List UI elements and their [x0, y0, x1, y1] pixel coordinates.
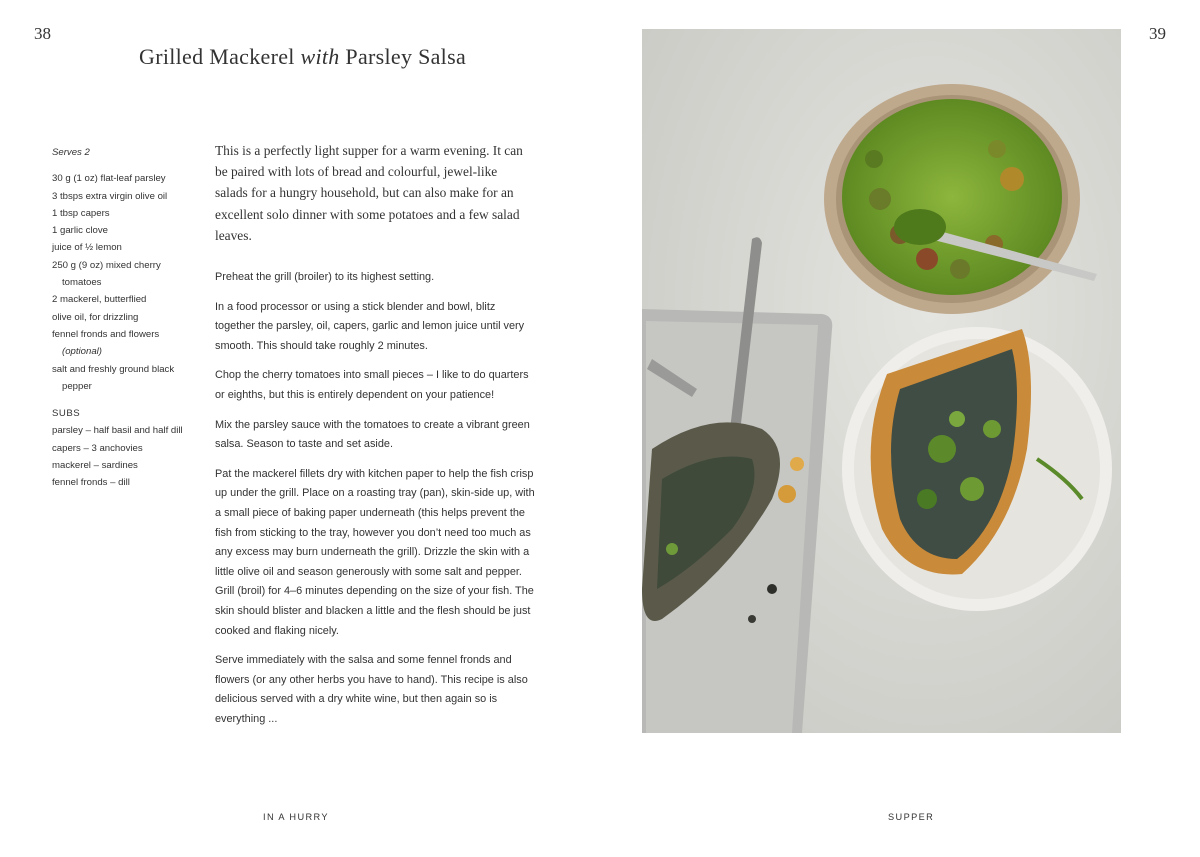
title-part-2: with	[300, 44, 340, 69]
method-step: Preheat the grill (broiler) to its highest setting.	[215, 271, 435, 283]
ingredient-item: 1 tbsp capers	[52, 207, 110, 219]
sub-item: parsley – half basil and half dill	[52, 425, 183, 437]
method-step: Pat the mackerel fillets dry with kitchen paper to help the fish crisp up under the grill. Place on a roasting tray (pan), skin-side up, with a small piece of baking paper underneath (this helps prevent the fish from sticking to the tray, however you don’t need too much as any excess may burn underneath the grill). Drizzle the skin with a little olive oil and season generously with some salt and pepper. Grill (broil) for 4–6 minutes depending on the size of your fish. The skin should blister and blacken a little and the flesh should be just cooked and flaking nicely.	[215, 467, 535, 637]
sub-item: fennel fronds – dill	[52, 477, 130, 489]
footer-right: SUPPER	[888, 812, 935, 822]
method-step: Serve immediately with the salsa and some fennel fronds and flowers (or any other herbs you have to hand). This recipe is also delicious served with a dry white wine, but then again so is everything ...	[215, 654, 528, 725]
method-step: In a food processor or using a stick blender and bowl, blitz together the parsley, oil, capers, garlic and lemon juice until very smooth. This should take roughly 2 minutes.	[215, 300, 525, 352]
ingredient-item: salt and freshly ground black pepper	[52, 363, 175, 392]
sub-item: capers – 3 anchovies	[52, 442, 143, 454]
ingredient-item: 3 tbsps extra virgin olive oil	[52, 190, 168, 202]
serves-label: Serves 2	[52, 147, 90, 158]
recipe-photo	[642, 29, 1121, 733]
title-part-1: Grilled Mackerel	[139, 44, 295, 69]
ingredient-item: 2 mackerel, butterflied	[52, 294, 147, 306]
ingredient-item: juice of ½ lemon	[52, 242, 122, 254]
intro-paragraph: This is a perfectly light supper for a warm evening. It can be paired with lots of bread and colourful, jewel-like salads for a hungry household, but can also make for an excellent solo dinner with some potatoes and a few salad leaves.	[215, 143, 523, 243]
ingredient-optional-note: (optional)	[62, 346, 102, 358]
ingredient-item: 30 g (1 oz) flat-leaf parsley	[52, 173, 166, 185]
footer-left: IN A HURRY	[263, 812, 329, 822]
subs-heading: SUBS	[52, 408, 81, 420]
sub-item: mackerel – sardines	[52, 460, 138, 472]
method-step: Chop the cherry tomatoes into small pieces – I like to do quarters or eighths, but this is entirely dependent on your patience!	[215, 369, 529, 401]
method-text	[215, 268, 535, 739]
title-part-3: Parsley Salsa	[345, 44, 467, 69]
recipe-title	[139, 44, 466, 70]
ingredient-item: 250 g (9 oz) mixed cherry tomatoes	[52, 259, 161, 289]
method-step: Mix the parsley sauce with the tomatoes to create a vibrant green salsa. Season to taste and set aside.	[215, 418, 530, 451]
page-number-left: 38	[34, 24, 51, 43]
page-number-right: 39	[1149, 24, 1166, 43]
ingredient-item: fennel fronds and flowers	[52, 328, 160, 340]
ingredients-sidebar	[52, 144, 202, 492]
ingredient-item: 1 garlic clove	[52, 225, 108, 237]
ingredient-item: olive oil, for drizzling	[52, 311, 139, 323]
